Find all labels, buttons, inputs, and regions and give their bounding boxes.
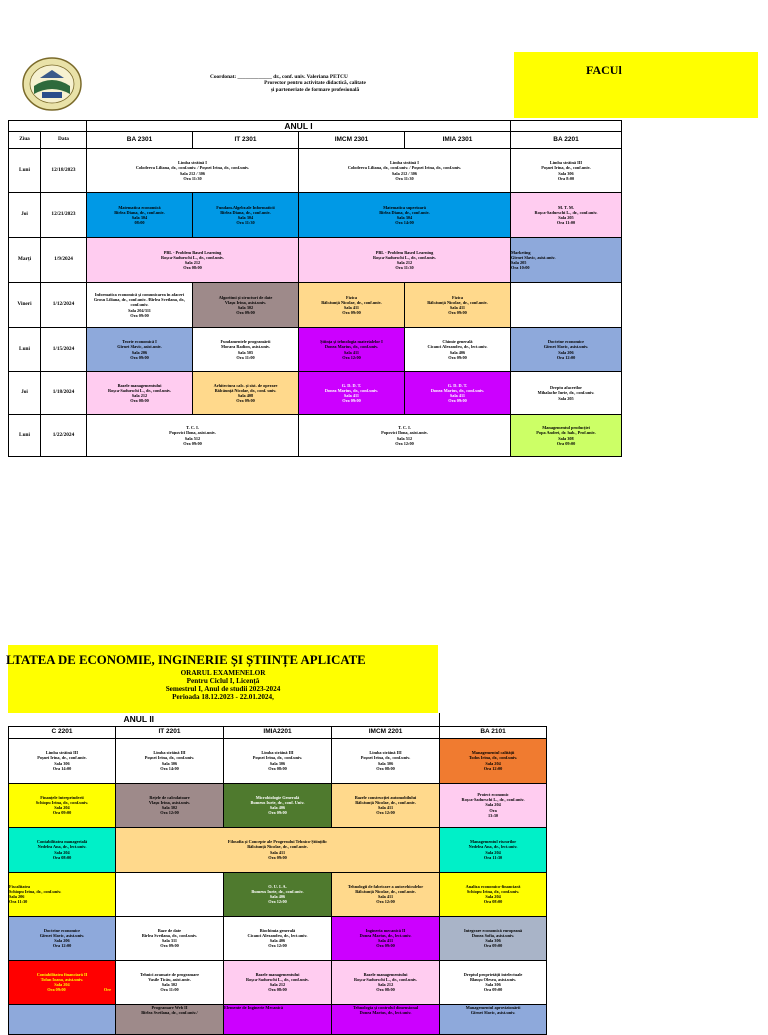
date-cell: 1/9/2024 [41,238,87,283]
exam-cell: Matematica economică Bîrlea Diana, dr., conf.univ. Sala 304 08:00 [87,193,193,238]
date-cell: 1/22/2024 [41,415,87,457]
faculty-banner-bottom [8,645,438,713]
faculty-banner-top [514,52,758,118]
exam-cell: Managementul producției Popa Andrei, dr. hab., Prof.univ. Sala 308 Ora 09:00 [511,415,622,457]
day-cell: Joi [9,372,41,415]
exam-cell: M. T. M. Roșca-Sadurschi L., dr., conf.univ. Sala 205 Ora 11:00 [511,193,622,238]
col-header-day: Ziua [9,132,41,149]
prorector-line-2: și parteneriate de formare profesională [270,86,360,93]
exam-cell: Limba străină III Poșnei Irina, dr., conf.univ. Sala 306 Ora 08:00 [332,738,440,783]
approval-block [170,74,460,93]
exam-cell: Limba străină III Poșnei Irina, dr., conf.univ. Sala 306 Ora 8:00 [511,149,622,193]
exam-cell [116,872,224,916]
prorector-line-1: Prorector pentru activitate didactică, calitate [264,80,366,87]
exam-cell: Informatica economică și comunicarea în afaceri Grosu Liliana, dr., conf.univ. /Bîrlea Svetlana, dr., conf.univ. Sala 204/311 Ora 09:00 [87,283,193,328]
period-line: Perioada 18.12.2023 - 22.01.2024, [172,693,274,701]
exam-cell: Baze de date Bîrlea Svetlana, dr., conf.univ. Sala 311 Ora 09:00 [116,916,224,960]
exam-cell: Bazele managementului Roșca-Sadurschi L., dr., conf.univ. Sala 212 Ora 08:00 [332,960,440,1004]
exam-cell: Doctrine economice Gîrnet Slavic, asist.univ. Sala 206 Ora 12:00 [9,916,116,960]
exam-cell: Tehnologia și controlul dimensional Donea Marius, dr., lect.univ. [332,1004,440,1034]
table-row [9,783,547,827]
exam-cell [511,283,622,328]
exam-cell: Managementul calității Todos Irina, dr., conf.univ. Sala 204 Ora 12:00 [440,738,547,783]
group-header: IMCM 2301 [299,132,405,149]
date-cell: 12/21/2023 [41,193,87,238]
faculty-title: LTATEA DE ECONOMIE, INGINERIE ȘI ȘTIINȚE APLICATE [6,653,366,667]
exam-cell: Microbiologie Generală Bumeus Iurie, dr., conf. Univ. Sala 406 Ora 09:00 [224,783,332,827]
exam-cell: Fundamentele programării Morara Radion, asist.univ. Sala 505 Ora 11:00 [193,328,299,372]
exam-cell: Fizica Bălcăunță Nicolae, dr., conf.univ. Sala 411 Ora 09:00 [405,283,511,328]
group-header: BA 2301 [87,132,193,149]
group-header: C 2201 [9,726,116,738]
exam-cell: Tehnologii de fabricare a autovehiculelor Bălcăunță Nicolae, dr., conf.univ. Sala 411 Ora 12:00 [332,872,440,916]
exam-cell: Chimie generală Cicanci Alexandru, dr., lect.univ. Sala 406 Ora 09:00 [405,328,511,372]
exam-cell: Biochimia generală Cicanci Alexandru, dr., lect.univ. Sala 406 Ora 12:00 [224,916,332,960]
group-header: IT 2301 [193,132,299,149]
exam-cell: Marketing Gîrnet Slavic, asist.univ. Sala 205 Ora 10:00 [511,238,622,283]
year2-label: ANUL II [9,713,440,726]
exam-cell: Proiect economic Roșca-Sadurschi L., dr., conf.univ. Sala 204 Ora 13:30 [440,783,547,827]
exam-cell: Limba străină I Colodeeva Liliana, dr., conf.univ. / Poșnei Irina, dr., conf.univ. Sala 212 / 306 Ora 11:30 [299,149,511,193]
day-cell: Luni [9,149,41,193]
date-cell: 1/18/2024 [41,372,87,415]
exam-cell: Contabilitatea financiară II Tofan Ioana, asist.univ. Sala 204 Ora 09:00 Ore [9,960,116,1004]
semester-line: Semestrul I, Anul de studii 2023-2024 [165,685,281,693]
table-row [9,415,622,457]
exam-cell: G. D. D. T. Donea Marius, dr., conf.univ. Sala 411 Ora 09:00 [299,372,405,415]
cycle-line: Pentru Ciclul I, Licență [186,677,260,685]
day-cell: Luni [9,328,41,372]
exam-cell: Managementul riscurilor Nedelea Ana, dr., lect.univ. Sala 204 Ora 11:30 [440,827,547,872]
exam-cell: G. D. D. T. Donea Marius, dr., conf.univ. Sala 411 Ora 09:00 [405,372,511,415]
exam-cell: Matematica superioară Bîrlea Diana, dr., conf.univ. Sala 304 Ora 14:00 [299,193,511,238]
exam-cell: Doctrine economice Gîrnet Slavic, asist.univ. Sala 206 Ora 12:00 [511,328,622,372]
exam-cell: Bazele managementului Roșca-Sadurschi L., dr., conf.univ. Sala 212 Ora 08:00 [224,960,332,1004]
date-cell: 1/15/2024 [41,328,87,372]
exam-cell: Finanțele întreprinderii Schiopu Irina, dr., conf.univ. Sala 204 Ora 09:00 [9,783,116,827]
faculty-title-partial: FACUl [586,63,622,77]
table-row [9,827,547,872]
table-row [9,193,622,238]
group-header: IMCM 2201 [332,726,440,738]
table-row [9,916,547,960]
exam-cell: Fundam.Algebr.ale Informaticii Bîrlea Diana, dr., conf.univ. Sala 304 Ora 11:30 [193,193,299,238]
table-row [9,872,547,916]
group-header: IT 2201 [116,726,224,738]
exam-cell: Teorie economică I Gîrnet Slavic, asist.univ. Sala 206 Ora 09:00 [87,328,193,372]
exam-cell: Elemente de Inginerie Mecanică [224,1004,332,1034]
exam-cell: Rețele de calculatoare Vlașu Irina, asist.univ. Sala 302 Ora 12:00 [116,783,224,827]
day-cell: Marți [9,238,41,283]
day-cell: Vineri [9,283,41,328]
exam-cell: Dreptul proprietății intelectuale Blaușu Olesea, asist.univ. Sala 306 Ora 09:00 [440,960,547,1004]
exam-cell: Integrare economică europeană Donea Sofia, asist.univ. Sala 306 Ora 09:00 [440,916,547,960]
table-row [9,238,622,283]
exam-cell: Arhitectura calc. și sist. de operare Bălcăunță Nicolae, dr., conf. univ. Sala 408 Ora 09:00 [193,372,299,415]
coordonat-line: Coordonat: _____________ dr., conf. univ. Valeriana PETCU [210,74,348,80]
exam-cell: T. C. I. Popovici Ilona, asist.univ. Sala 512 Ora 09:00 [87,415,299,457]
year1-label: ANUL I [87,121,511,132]
group-header: IMIA 2301 [405,132,511,149]
schedule-title: ORARUL EXAMENELOR [180,669,266,677]
university-logo [20,54,84,114]
group-header: BA 2201 [511,132,622,149]
table-row [9,328,622,372]
exam-cell: Analiza economico-financiară Schiopu Irina, dr., conf.univ. Sala 204 Ora 08:00 [440,872,547,916]
exam-cell: Limba străină I Colodeeva Liliana, dr., conf.univ. / Poșnei Irina, dr., conf.univ. Sala 212 / 306 Ora 11:30 [87,149,299,193]
exam-cell: Bazele managementului Roșca-Sadurschi L., dr., conf.univ. Sala 212 Ora 08:00 [87,372,193,415]
exam-cell [9,1004,116,1034]
exam-cell: Tehnici avansate de programare Vasile Ticău, asist.univ. Sala 302 Ora 11:00 [116,960,224,1004]
table-row [9,960,547,1004]
exam-cell: O. U. I. A. Bumeus Iurie, dr., conf.univ. Sala 406 Ora 12:00 [224,872,332,916]
exam-cell: Managementul aprovizionării Gîrnet Slavic, asist.univ. [440,1004,547,1034]
group-header: BA 2101 [440,726,547,738]
table-row [9,283,622,328]
exam-cell: Fiscalitatea Schiopu Irina, dr., conf.univ. Sala 206 Ora 11:30 [9,872,116,916]
exam-cell: Ingineria mecanică II Donea Marius, dr., lect.univ. Sala 411 Ora 09:00 [332,916,440,960]
exam-cell: Filosofia și Concepte ale Progresului Tehnico-Științific Bălcăunță Nicolae, dr., conf.univ. Sala 411 Ora 09:00 [116,827,440,872]
exam-cell: Algoritmi și structuri de date Vlașu Irina, asist.univ. Sala 302 Ora 09:00 [193,283,299,328]
table-row [9,1004,547,1034]
table-row [9,738,547,783]
date-cell: 12/18/2023 [41,149,87,193]
table-row [9,372,622,415]
exam-cell: Limba străină III Poșnei Irina, dr., conf.univ. Sala 306 Ora 14:00 [9,738,116,783]
exam-cell: Fizica Bălcăunță Nicolae, dr., conf.univ. Sala 411 Ora 09:00 [299,283,405,328]
col-header-date: Data [41,132,87,149]
exam-cell: Bazele construcției automobilului Bălcăunță Nicolae, dr., conf.univ. Sala 411 Ora 12:00 [332,783,440,827]
exam-cell: Știința și tehnologia materialelor I Donea Marius, dr., conf.univ. Sala 411 Ora 12:00 [299,328,405,372]
exam-cell: Limba străină III Poșnei Irina, dr., conf.univ. Sala 306 Ora 08:00 [224,738,332,783]
table-row [9,149,622,193]
exam-cell: Dreptu afacerilor Mihalache Iurie, dr., conf.univ. Sala 205 [511,372,622,415]
exam-cell: Limba străină III Poșnei Irina, dr., conf.univ. Sala 306 Ora 14:00 [116,738,224,783]
exam-cell: T. C. I. Popovici Ilona, asist.univ. Sala 512 Ora 12:00 [299,415,511,457]
day-cell: Luni [9,415,41,457]
year1-schedule-table [8,120,622,457]
year2-schedule-table [8,713,547,1035]
group-header: IMIA2201 [224,726,332,738]
date-cell: 1/12/2024 [41,283,87,328]
exam-cell: Programare Web II Bîrlea Svetlana, dr., conf.univ./ [116,1004,224,1034]
day-cell: Joi [9,193,41,238]
exam-cell: PBL - Problem Based Learning Roșca-Sadurschi L., dr., conf.univ. Sala 212 Ora 08:00 [87,238,299,283]
exam-cell: PBL - Problem Based Learning Roșca-Sadurschi L., dr., conf.univ. Sala 212 Ora 11:30 [299,238,511,283]
exam-cell: Contabilitatea managerială Nedelea Ana, dr., lect.univ. Sala 204 Ora 08:00 [9,827,116,872]
